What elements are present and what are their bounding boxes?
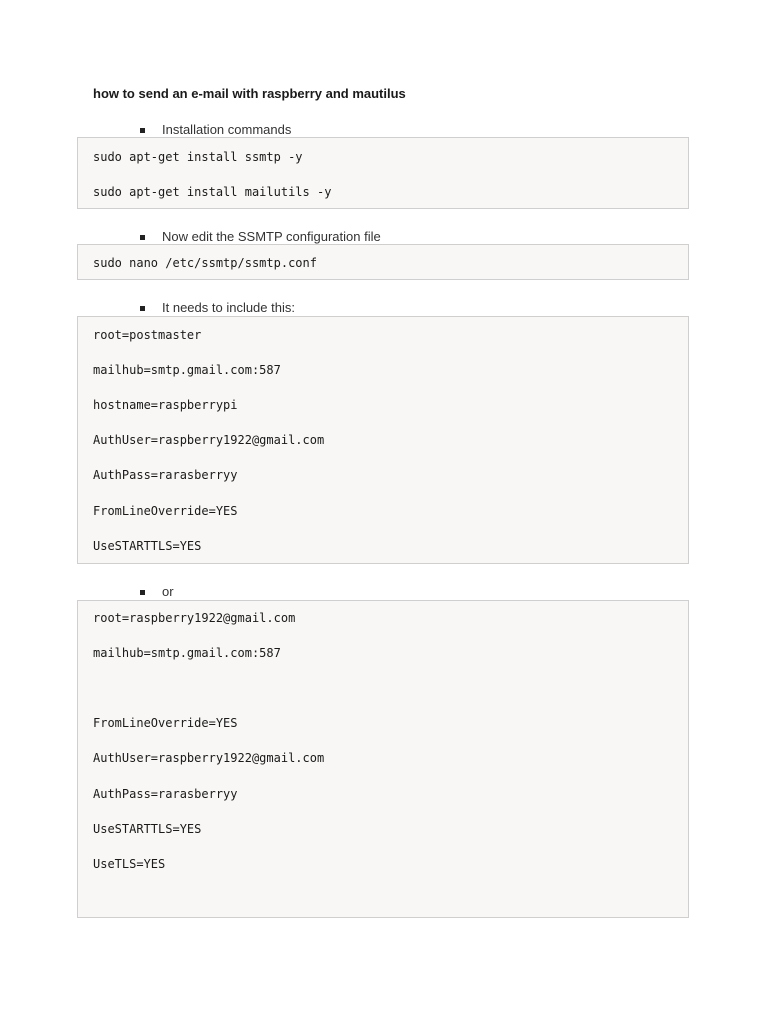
code-line: AuthUser=raspberry1922@gmail.com (93, 433, 325, 447)
code-block-config-b (77, 600, 689, 918)
bullet-square-icon (140, 128, 145, 133)
bullet-edit-config (140, 229, 381, 244)
code-line: hostname=raspberrypi (93, 398, 238, 412)
code-line: root=raspberry1922@gmail.com (93, 611, 296, 625)
bullet-square-icon (140, 306, 145, 311)
bullet-needs-include (140, 300, 295, 315)
code-line: sudo apt-get install mailutils -y (93, 185, 332, 199)
code-line: mailhub=smtp.gmail.com:587 (93, 646, 281, 660)
code-block-config-a (77, 316, 689, 564)
code-line: FromLineOverride=YES (93, 716, 238, 730)
bullet-installation-commands (140, 122, 291, 137)
code-line: AuthPass=rarasberryy (93, 787, 238, 801)
code-line: FromLineOverride=YES (93, 504, 238, 518)
code-line: UseTLS=YES (93, 857, 166, 871)
code-block-install (77, 137, 689, 209)
code-block-edit (77, 244, 689, 280)
page-title: how to send an e-mail with raspberry and mautilus (93, 86, 406, 101)
code-line: AuthPass=rarasberryy (93, 468, 238, 482)
bullet-square-icon (140, 590, 145, 595)
code-line: root=postmaster (93, 328, 202, 342)
bullet-text: It needs to include this: (162, 300, 295, 315)
bullet-or (140, 584, 174, 599)
bullet-square-icon (140, 235, 145, 240)
code-line: AuthUser=raspberry1922@gmail.com (93, 751, 325, 765)
bullet-text: or (162, 584, 174, 599)
bullet-text: Installation commands (162, 122, 292, 137)
code-line: sudo apt-get install ssmtp -y (93, 150, 303, 164)
code-line: mailhub=smtp.gmail.com:587 (93, 363, 281, 377)
code-line: UseSTARTTLS=YES (93, 822, 202, 836)
code-line: sudo nano /etc/ssmtp/ssmtp.conf (93, 256, 317, 270)
bullet-text: Now edit the SSMTP configuration file (162, 229, 381, 244)
code-line: UseSTARTTLS=YES (93, 539, 202, 553)
